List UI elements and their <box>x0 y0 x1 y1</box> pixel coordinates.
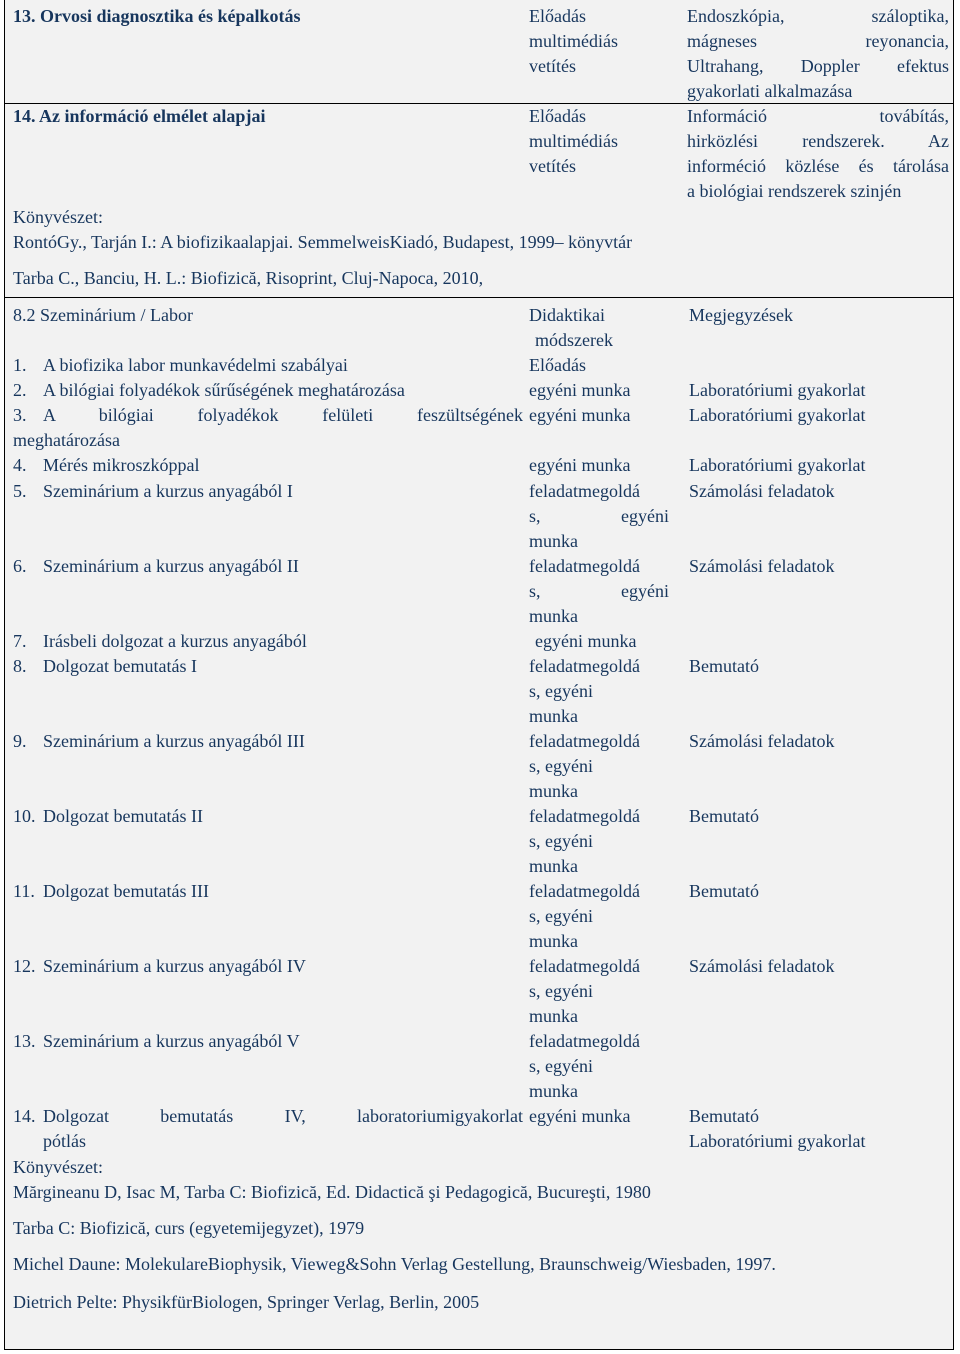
method-line: s, egyéni <box>529 506 669 526</box>
notes-line: mágneses reyonancia, <box>687 31 949 51</box>
row-title: Mérés mikroszkóppal <box>43 455 200 475</box>
seminar-title: 8.2 Szeminárium / Labor <box>13 305 193 325</box>
row-number: 8. <box>13 656 27 676</box>
row-number: 9. <box>13 731 27 751</box>
method-line: feladatmegoldá <box>529 881 640 901</box>
row-title: Szeminárium a kurzus anyagából III <box>43 731 305 751</box>
row-title: Irásbeli dolgozat a kurzus anyagából <box>43 631 307 651</box>
row-title-cell <box>13 353 523 378</box>
row-method <box>529 954 669 1029</box>
method-line: feladatmegoldá <box>529 1031 640 1051</box>
row-number: 12. <box>13 956 36 976</box>
row-number: 3. <box>13 405 27 425</box>
row-method <box>529 654 669 729</box>
notes-line: Endoszkópia, száloptika, <box>687 6 949 26</box>
bibliography-entry: RontóGy., Tarján I.: A biofizikaalapjai. SemmelweisKiadó, Budapest, 1999– könyvtár <box>13 232 633 252</box>
row-notes: Számolási feladatok <box>689 956 835 976</box>
row-title-cell <box>13 804 523 829</box>
bibliography-entry: Michel Daune: MolekulareBiophysik, Vieweg&Sohn Verlag Gestellung, Braunschweig/Wiesbaden, 1997. <box>13 1254 776 1274</box>
bibliography-label: Könyvészet: <box>13 1157 103 1177</box>
method-line: munka <box>529 706 578 726</box>
notes-line: Bemutató <box>689 1106 759 1126</box>
bibliography-entry: Mărgineanu D, Isac M, Tarba C: Biofizică, Ed. Didactică şi Pedagogică, Bucureşti, 1980 <box>13 1182 651 1202</box>
row-title-cell <box>13 1104 523 1154</box>
notes-line: a biológiai rendszerek szinjén <box>687 181 902 201</box>
theory-notes <box>687 4 949 104</box>
row-title-cell <box>13 729 523 754</box>
method-line: feladatmegoldá <box>529 656 640 676</box>
row-method <box>529 479 669 554</box>
notes-line: informéció közlése és tárolása <box>687 156 949 176</box>
row-title-cell <box>13 453 523 478</box>
header-line: módszerek <box>535 330 613 350</box>
row-notes: Számolási feladatok <box>689 481 835 501</box>
row-method: egyéni munka <box>535 631 637 651</box>
method-line: s, egyéni <box>529 756 593 776</box>
method-line: vetítés <box>529 156 576 176</box>
row-title: A biofizika labor munkavédelmi szabályai <box>43 355 348 375</box>
method-line: Előadás <box>529 6 586 26</box>
method-line: feladatmegoldá <box>529 481 640 501</box>
row-method: egyéni munka <box>529 380 631 400</box>
row-title-cell <box>13 378 523 403</box>
row-title: Szeminárium a kurzus anyagából IV <box>43 956 306 976</box>
notes-line: gyakorlati alkalmazása <box>687 81 853 101</box>
row-method: egyéni munka <box>529 405 631 425</box>
row-method <box>529 879 669 954</box>
bibliography-entry: Tarba C., Banciu, H. L.: Biofizică, Risoprint, Cluj-Napoca, 2010, <box>13 268 484 288</box>
method-line: multimédiás <box>529 31 618 51</box>
theory-method <box>529 4 669 79</box>
theory-title: 13. Orvosi diagnosztika és képalkotás <box>13 6 301 26</box>
row-number: 13. <box>13 1031 36 1051</box>
row-number: 5. <box>13 481 27 501</box>
method-line: feladatmegoldá <box>529 731 640 751</box>
notes-line: Ultrahang, Doppler efektus <box>687 56 949 76</box>
method-line: munka <box>529 606 578 626</box>
row-title-cell <box>13 554 523 579</box>
row-notes: Bemutató <box>689 806 759 826</box>
bibliography-entry: Dietrich Pelte: PhysikfürBiologen, Springer Verlag, Berlin, 2005 <box>13 1292 480 1312</box>
header-line: Didaktikai <box>529 305 605 325</box>
method-line: Előadás <box>529 106 586 126</box>
notes-line: hirközlési rendszerek. Az <box>687 131 949 151</box>
method-line: munka <box>529 931 578 951</box>
row-title: Dolgozat bemutatás III <box>43 881 209 901</box>
method-line: s, egyéni <box>529 581 669 601</box>
row-title-continued: meghatározása <box>13 430 120 450</box>
method-line: munka <box>529 856 578 876</box>
row-method: egyéni munka <box>529 1106 631 1126</box>
method-line: s, egyéni <box>529 831 593 851</box>
methods-header <box>529 303 669 353</box>
row-number: 10. <box>13 806 36 826</box>
row-title-cell <box>13 879 523 904</box>
row-method <box>529 804 669 879</box>
notes-line: Laboratóriumi gyakorlat <box>689 1131 866 1151</box>
row-notes <box>689 1104 949 1154</box>
method-line: feladatmegoldá <box>529 956 640 976</box>
method-line: s, egyéni <box>529 906 593 926</box>
row-number: 11. <box>13 881 35 901</box>
method-line: munka <box>529 1081 578 1101</box>
theory-method <box>529 104 669 179</box>
row-title: Dolgozat bemutatás II <box>43 806 203 826</box>
row-number: 2. <box>13 380 27 400</box>
row-method: Előadás <box>529 355 586 375</box>
method-line: feladatmegoldá <box>529 806 640 826</box>
row-method: egyéni munka <box>529 455 631 475</box>
row-number: 14. <box>13 1106 36 1126</box>
row-number: 1. <box>13 355 27 375</box>
row-title: Szeminárium a kurzus anyagából I <box>43 481 293 501</box>
row-title: A bilógiai folyadékok sűrűségének meghatározása <box>43 380 405 400</box>
row-title-cell <box>13 479 523 504</box>
row-notes: Laboratóriumi gyakorlat <box>689 455 866 475</box>
row-title-cell <box>13 1029 523 1054</box>
row-notes: Bemutató <box>689 656 759 676</box>
row-title: Dolgozat bemutatás I <box>43 656 197 676</box>
bibliography-entry: Tarba C: Biofizică, curs (egyetemijegyzet), 1979 <box>13 1218 365 1238</box>
row-notes: Laboratóriumi gyakorlat <box>689 405 866 425</box>
row-notes: Bemutató <box>689 881 759 901</box>
method-line: multimédiás <box>529 131 618 151</box>
method-line: munka <box>529 781 578 801</box>
notes-header: Megjegyzések <box>689 305 793 325</box>
row-number: 4. <box>13 455 27 475</box>
row-notes: Laboratóriumi gyakorlat <box>689 380 866 400</box>
row-method <box>529 729 669 804</box>
row-title-cell <box>13 954 523 979</box>
row-title: Szeminárium a kurzus anyagából II <box>43 556 299 576</box>
method-line: munka <box>529 1006 578 1026</box>
row-title: Dolgozat bemutatás IV, laboratoriumigyakorlat <box>43 1106 523 1126</box>
method-line: feladatmegoldá <box>529 556 640 576</box>
row-method <box>529 554 669 629</box>
row-number: 7. <box>13 631 27 651</box>
row-title-continued: pótlás <box>43 1131 86 1151</box>
row-notes: Számolási feladatok <box>689 556 835 576</box>
row-title: Szeminárium a kurzus anyagából V <box>43 1031 300 1051</box>
method-line: munka <box>529 531 578 551</box>
method-line: vetítés <box>529 56 576 76</box>
row-notes: Számolási feladatok <box>689 731 835 751</box>
method-line: s, egyéni <box>529 1056 593 1076</box>
row-method <box>529 1029 669 1104</box>
row-title-cell <box>13 654 523 679</box>
row-number: 6. <box>13 556 27 576</box>
notes-line: Információ továbítás, <box>687 106 949 126</box>
bibliography-label: Könyvészet: <box>13 207 103 227</box>
theory-notes <box>687 104 949 204</box>
theory-title: 14. Az információ elmélet alapjai <box>13 106 266 126</box>
method-line: s, egyéni <box>529 981 593 1001</box>
method-line: s, egyéni <box>529 681 593 701</box>
row-title-cell <box>13 403 523 453</box>
divider <box>5 297 953 298</box>
row-title: A bilógiai folyadékok felületi feszültségének <box>43 405 523 425</box>
row-title-cell <box>13 629 523 654</box>
